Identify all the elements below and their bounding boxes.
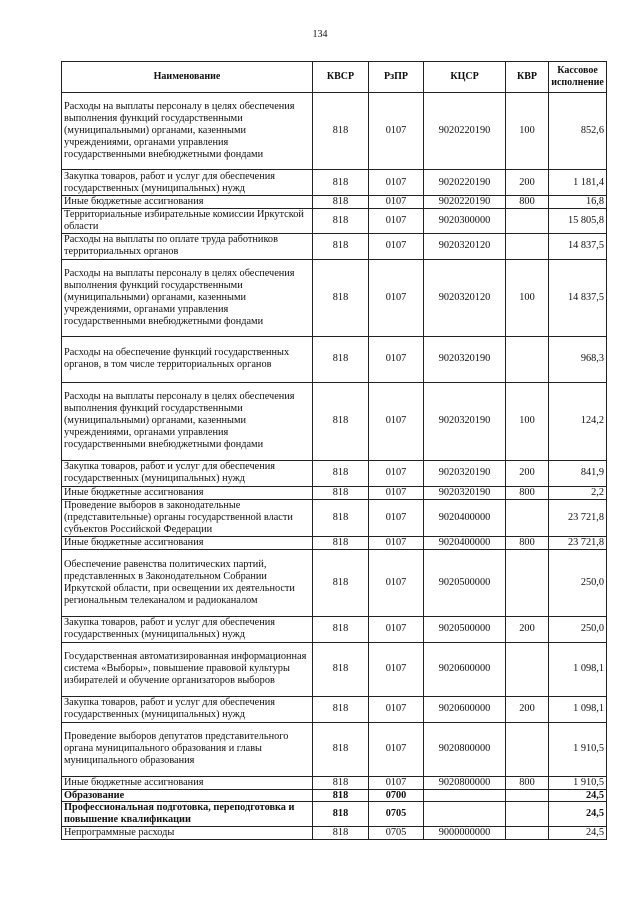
cell-kvsr: 818 <box>313 208 369 233</box>
table-row <box>62 170 607 196</box>
table-header-row <box>62 62 607 93</box>
table-row <box>62 549 607 616</box>
cell-kvsr: 818 <box>313 486 369 499</box>
cell-kvr: 100 <box>506 259 549 336</box>
table-row <box>62 776 607 789</box>
cell-rzpr: 0107 <box>369 170 424 196</box>
cell-kcsr: 9020220190 <box>424 93 506 170</box>
cell-name: Закупка товаров, работ и услуг для обеспечения государственных (муниципальных) нужд <box>62 696 313 722</box>
cell-kvsr: 818 <box>313 827 369 840</box>
cell-kvsr: 818 <box>313 93 369 170</box>
cell-amount: 2,2 <box>549 486 607 499</box>
cell-name: Обеспечение равенства политических партий, представленных в Законодательном Собрании Иркутской области, при освещении их деятельности региональным телеканалом и радиоканалом <box>62 549 313 616</box>
table-row <box>62 616 607 642</box>
cell-name: Государственная автоматизированная информационная система «Выборы», повышение правовой культуры избирателей и обучение организаторов выборов <box>62 642 313 696</box>
cell-amount: 1 181,4 <box>549 170 607 196</box>
cell-amount: 1 098,1 <box>549 696 607 722</box>
cell-kvsr: 818 <box>313 696 369 722</box>
cell-kcsr: 9020320190 <box>424 460 506 486</box>
cell-name: Непрограммные расходы <box>62 827 313 840</box>
cell-kvsr: 818 <box>313 460 369 486</box>
table-row <box>62 722 607 776</box>
cell-amount: 14 837,5 <box>549 259 607 336</box>
table-row <box>62 259 607 336</box>
cell-kvsr: 818 <box>313 549 369 616</box>
cell-kvr: 800 <box>506 486 549 499</box>
cell-kvr <box>506 233 549 259</box>
cell-kcsr <box>424 789 506 802</box>
cell-amount: 14 837,5 <box>549 233 607 259</box>
cell-kvsr: 818 <box>313 776 369 789</box>
cell-kvr <box>506 789 549 802</box>
cell-kcsr: 9020320190 <box>424 336 506 382</box>
cell-kcsr: 9020220190 <box>424 196 506 209</box>
cell-name: Закупка товаров, работ и услуг для обеспечения государственных (муниципальных) нужд <box>62 460 313 486</box>
cell-kvsr: 818 <box>313 170 369 196</box>
header-kcsr: КЦСР <box>424 62 506 93</box>
cell-kcsr: 9020300000 <box>424 208 506 233</box>
table-row <box>62 789 607 802</box>
cell-kvsr: 818 <box>313 616 369 642</box>
cell-kvr <box>506 827 549 840</box>
cell-name: Закупка товаров, работ и услуг для обеспечения государственных (муниципальных) нужд <box>62 616 313 642</box>
table-row <box>62 336 607 382</box>
table-row <box>62 642 607 696</box>
cell-kvsr: 818 <box>313 382 369 460</box>
cell-kcsr: 9020320190 <box>424 486 506 499</box>
table-row <box>62 827 607 840</box>
cell-amount: 250,0 <box>549 549 607 616</box>
cell-amount: 16,8 <box>549 196 607 209</box>
cell-name: Иные бюджетные ассигнования <box>62 196 313 209</box>
cell-name: Расходы на выплаты персоналу в целях обеспечения выполнения функций государственными (муниципальными) органами, казенными учреждениями, органами управления государственными внебюджетными фондами <box>62 382 313 460</box>
cell-kvsr: 818 <box>313 336 369 382</box>
cell-name: Проведение выборов в законодательные (представительные) органы государственной власти субъектов Российской Федерации <box>62 499 313 536</box>
cell-rzpr: 0107 <box>369 259 424 336</box>
cell-rzpr: 0107 <box>369 722 424 776</box>
cell-kcsr: 9020220190 <box>424 170 506 196</box>
cell-amount: 852,6 <box>549 93 607 170</box>
cell-name: Профессиональная подготовка, переподготовка и повышение квалификации <box>62 802 313 827</box>
cell-kvr: 200 <box>506 616 549 642</box>
cell-kvr: 100 <box>506 382 549 460</box>
cell-kvr <box>506 499 549 536</box>
header-rzpr: РзПР <box>369 62 424 93</box>
cell-rzpr: 0107 <box>369 616 424 642</box>
cell-kcsr: 9020600000 <box>424 696 506 722</box>
cell-amount: 23 721,8 <box>549 536 607 549</box>
cell-amount: 1 910,5 <box>549 722 607 776</box>
cell-kcsr: 9020400000 <box>424 536 506 549</box>
cell-rzpr: 0107 <box>369 208 424 233</box>
cell-kcsr <box>424 802 506 827</box>
cell-kvr <box>506 208 549 233</box>
cell-name: Территориальные избирательные комиссии Иркутской области <box>62 208 313 233</box>
cell-kvsr: 818 <box>313 233 369 259</box>
cell-kcsr: 9020600000 <box>424 642 506 696</box>
cell-rzpr: 0107 <box>369 336 424 382</box>
table-row <box>62 208 607 233</box>
cell-name: Иные бюджетные ассигнования <box>62 776 313 789</box>
cell-kvr: 200 <box>506 696 549 722</box>
cell-rzpr: 0107 <box>369 486 424 499</box>
cell-rzpr: 0107 <box>369 93 424 170</box>
cell-name: Расходы на выплаты персоналу в целях обеспечения выполнения функций государственными (муниципальными) органами, казенными учреждениями, органами управления государственными внебюджетными фондами <box>62 259 313 336</box>
cell-amount: 24,5 <box>549 789 607 802</box>
cell-kvsr: 818 <box>313 642 369 696</box>
cell-kvr <box>506 336 549 382</box>
cell-name: Расходы на выплаты персоналу в целях обеспечения выполнения функций государственными (муниципальными) органами, казенными учреждениями, органами управления государственными внебюджетными фондами <box>62 93 313 170</box>
cell-amount: 23 721,8 <box>549 499 607 536</box>
cell-amount: 250,0 <box>549 616 607 642</box>
cell-kvr <box>506 722 549 776</box>
cell-rzpr: 0107 <box>369 642 424 696</box>
cell-amount: 124,2 <box>549 382 607 460</box>
header-amount: Кассовое исполнение <box>549 62 607 93</box>
cell-rzpr: 0107 <box>369 233 424 259</box>
cell-kvsr: 818 <box>313 499 369 536</box>
cell-kcsr: 9020800000 <box>424 722 506 776</box>
cell-rzpr: 0107 <box>369 499 424 536</box>
cell-kvr <box>506 802 549 827</box>
cell-amount: 24,5 <box>549 802 607 827</box>
cell-kvr <box>506 549 549 616</box>
cell-rzpr: 0700 <box>369 789 424 802</box>
cell-kvr: 100 <box>506 93 549 170</box>
cell-rzpr: 0107 <box>369 460 424 486</box>
cell-rzpr: 0705 <box>369 827 424 840</box>
cell-name: Иные бюджетные ассигнования <box>62 536 313 549</box>
cell-name: Образование <box>62 789 313 802</box>
cell-name: Расходы на выплаты по оплате труда работников территориальных органов <box>62 233 313 259</box>
table-row <box>62 460 607 486</box>
cell-rzpr: 0705 <box>369 802 424 827</box>
cell-name: Иные бюджетные ассигнования <box>62 486 313 499</box>
cell-kvsr: 818 <box>313 536 369 549</box>
cell-kcsr: 9000000000 <box>424 827 506 840</box>
cell-amount: 15 805,8 <box>549 208 607 233</box>
cell-amount: 968,3 <box>549 336 607 382</box>
cell-kvsr: 818 <box>313 802 369 827</box>
table-row <box>62 196 607 209</box>
cell-kvr: 200 <box>506 460 549 486</box>
cell-kvr: 200 <box>506 170 549 196</box>
cell-kvsr: 818 <box>313 722 369 776</box>
cell-name: Проведение выборов депутатов представительного органа муниципального образования и главы муниципального образования <box>62 722 313 776</box>
cell-kcsr: 9020320190 <box>424 382 506 460</box>
cell-kcsr: 9020320120 <box>424 233 506 259</box>
cell-rzpr: 0107 <box>369 196 424 209</box>
header-kvsr: КВСР <box>313 62 369 93</box>
cell-amount: 1 098,1 <box>549 642 607 696</box>
table-row <box>62 499 607 536</box>
cell-kvr: 800 <box>506 536 549 549</box>
cell-kvr: 800 <box>506 196 549 209</box>
cell-amount: 841,9 <box>549 460 607 486</box>
table-row <box>62 93 607 170</box>
cell-kcsr: 9020500000 <box>424 616 506 642</box>
cell-rzpr: 0107 <box>369 536 424 549</box>
cell-kvr: 800 <box>506 776 549 789</box>
cell-kcsr: 9020500000 <box>424 549 506 616</box>
budget-table <box>61 61 607 840</box>
cell-kcsr: 9020800000 <box>424 776 506 789</box>
cell-kcsr: 9020320120 <box>424 259 506 336</box>
cell-rzpr: 0107 <box>369 549 424 616</box>
cell-name: Расходы на обеспечение функций государственных органов, в том числе территориальных органов <box>62 336 313 382</box>
cell-kvsr: 818 <box>313 259 369 336</box>
cell-kvr <box>506 642 549 696</box>
cell-amount: 24,5 <box>549 827 607 840</box>
header-kvr: КВР <box>506 62 549 93</box>
table-row <box>62 802 607 827</box>
table-row <box>62 233 607 259</box>
cell-kvsr: 818 <box>313 789 369 802</box>
header-name: Наименование <box>62 62 313 93</box>
cell-name: Закупка товаров, работ и услуг для обеспечения государственных (муниципальных) нужд <box>62 170 313 196</box>
table-row <box>62 486 607 499</box>
cell-amount: 1 910,5 <box>549 776 607 789</box>
page-number: 134 <box>312 29 328 40</box>
cell-rzpr: 0107 <box>369 776 424 789</box>
table-row <box>62 696 607 722</box>
cell-kvsr: 818 <box>313 196 369 209</box>
table-row <box>62 382 607 460</box>
cell-kcsr: 9020400000 <box>424 499 506 536</box>
cell-rzpr: 0107 <box>369 382 424 460</box>
cell-rzpr: 0107 <box>369 696 424 722</box>
table-row <box>62 536 607 549</box>
